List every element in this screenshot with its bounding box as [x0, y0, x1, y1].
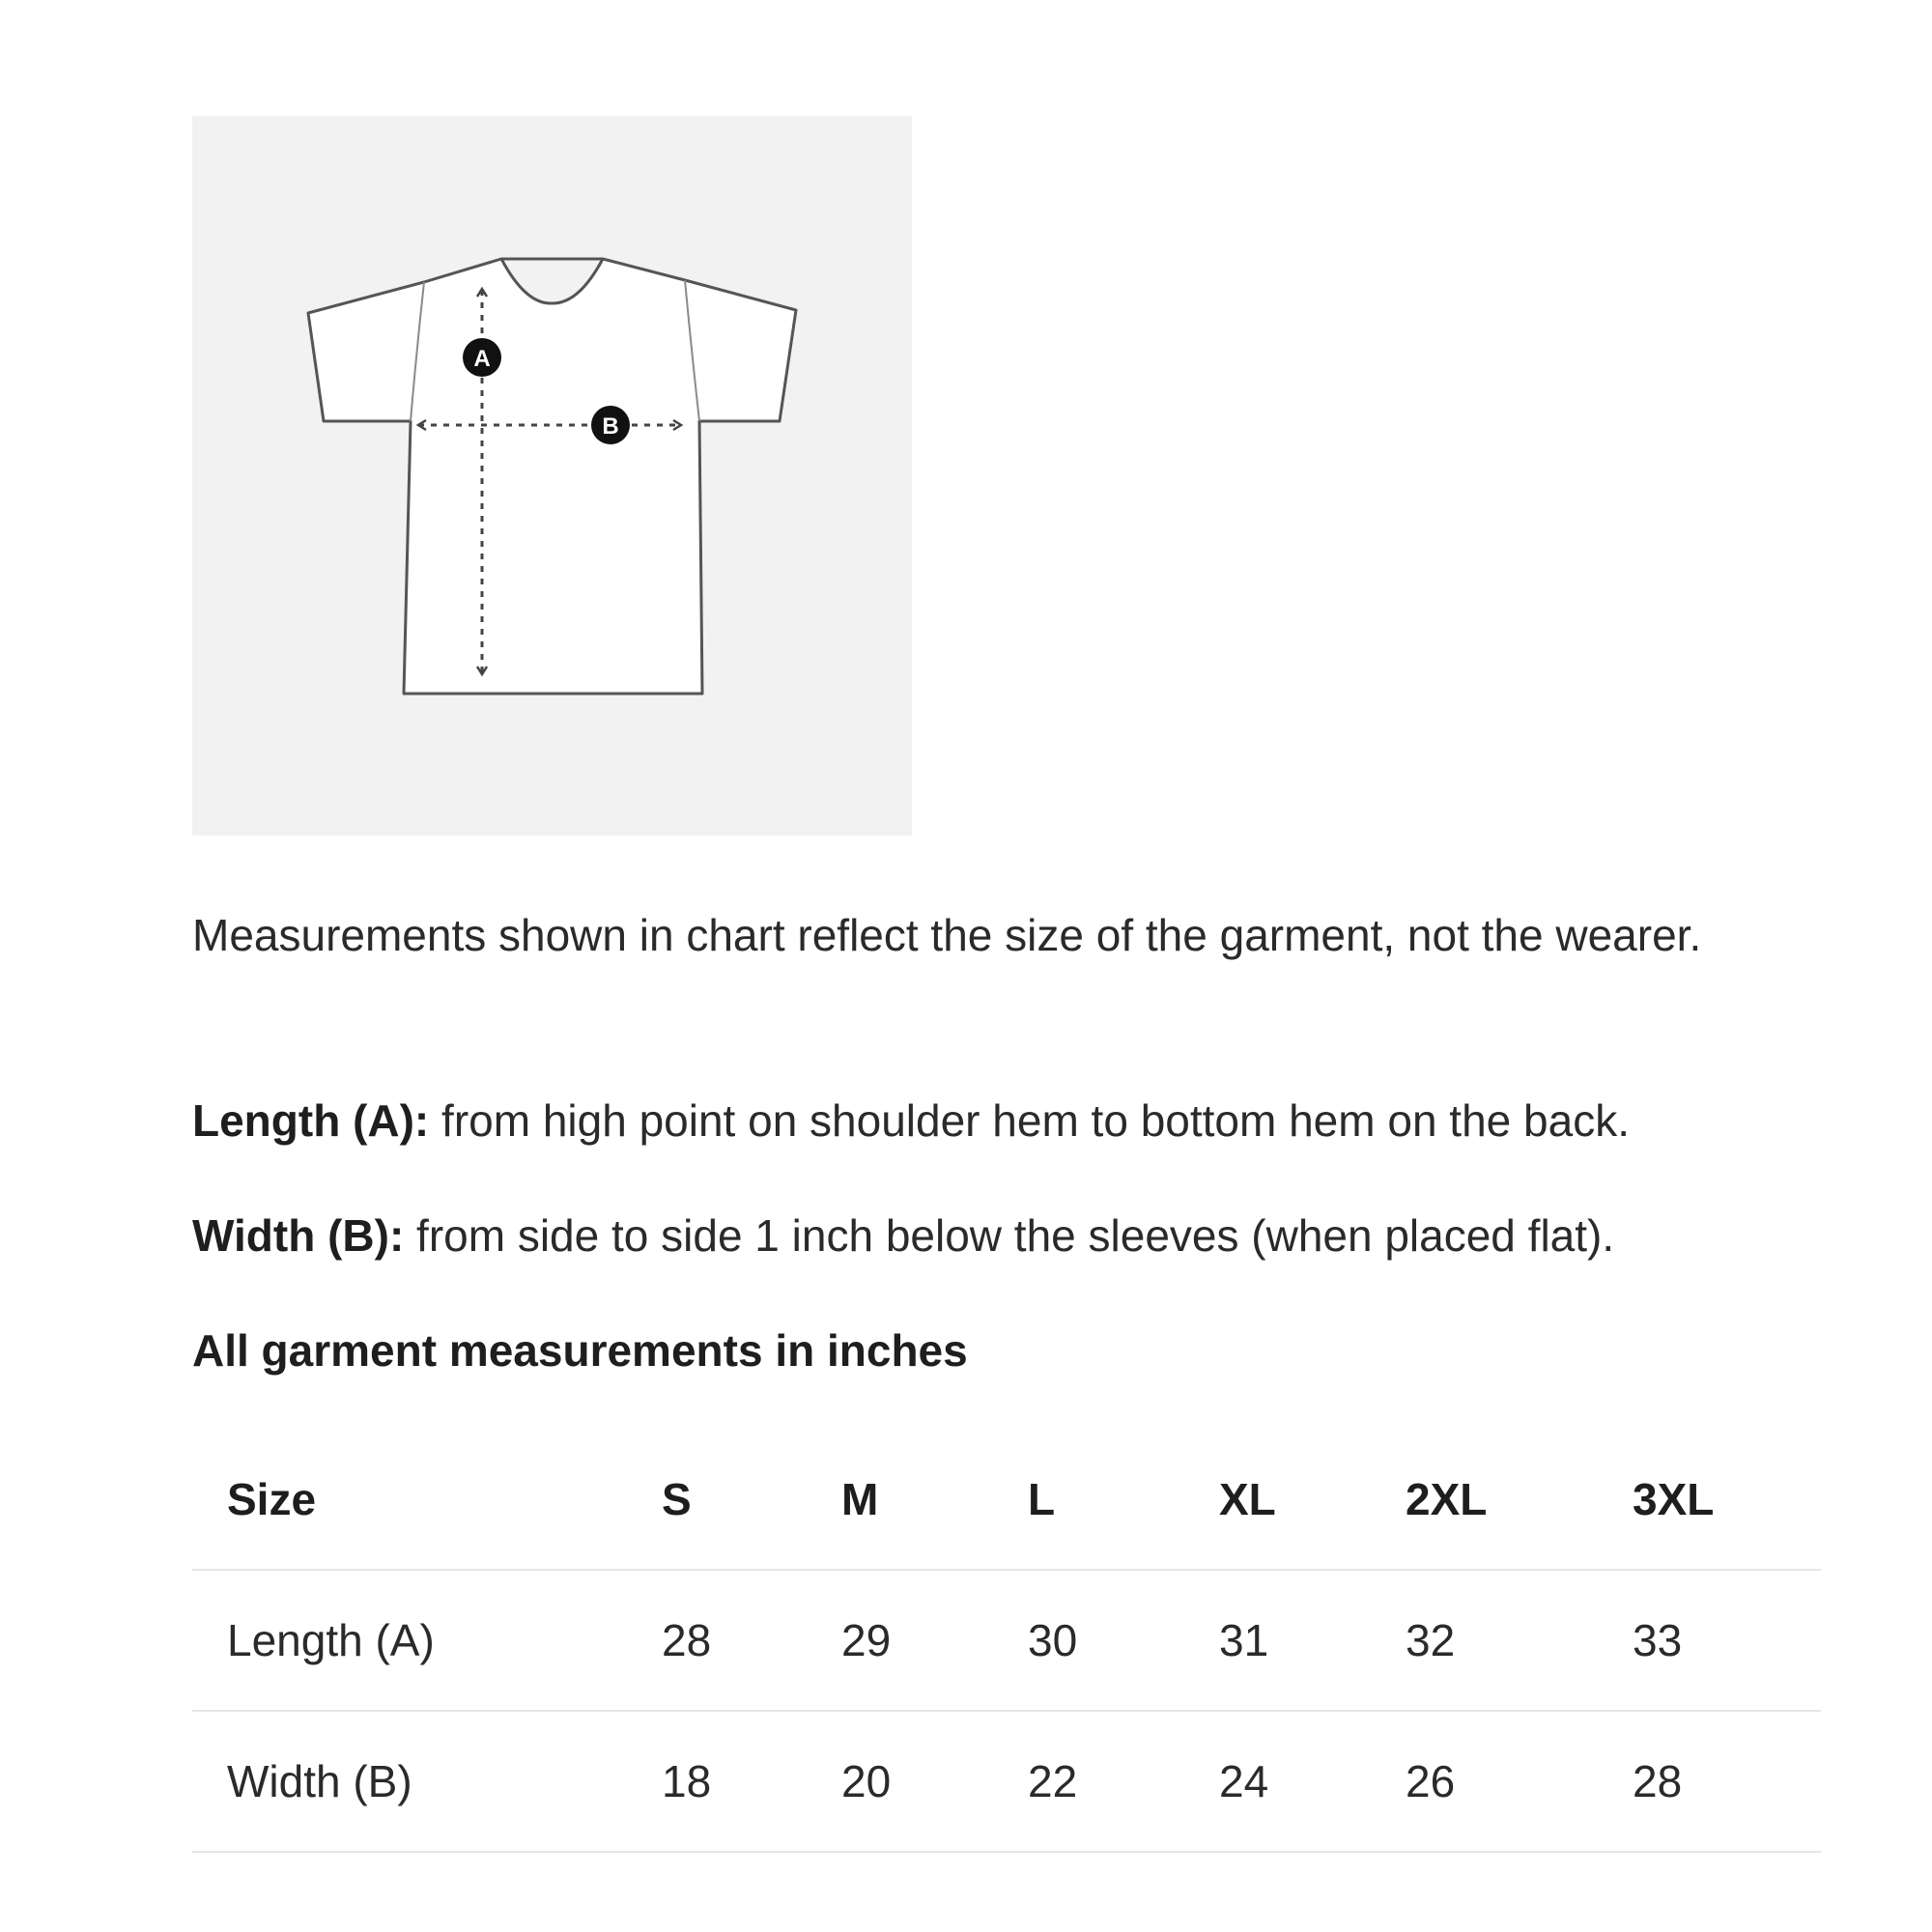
header-cell-3xl: 3XL [1633, 1430, 1821, 1570]
header-cell-xl: XL [1219, 1430, 1406, 1570]
width-note [192, 1201, 1834, 1270]
width-note-text: from side to side 1 inch below the sleeves (when placed flat). [404, 1210, 1615, 1261]
cell-length-xl: 31 [1219, 1570, 1406, 1711]
header-cell-s: S [662, 1430, 841, 1570]
cell-length-2xl: 32 [1406, 1570, 1633, 1711]
cell-width-s: 18 [662, 1711, 841, 1852]
cell-width-l: 22 [1028, 1711, 1219, 1852]
width-note-label: Width (B): [192, 1210, 405, 1261]
cell-width-m: 20 [841, 1711, 1028, 1852]
table-row-length [192, 1570, 1821, 1711]
cell-length-3xl: 33 [1633, 1570, 1821, 1711]
tshirt-measurement-diagram-icon [192, 116, 912, 836]
marker-b-label: B [602, 413, 619, 440]
cell-length-m: 29 [841, 1570, 1028, 1711]
row-label-length: Length (A) [192, 1570, 662, 1711]
table-header-row [192, 1430, 1821, 1570]
cell-width-3xl: 28 [1633, 1711, 1821, 1852]
length-note-label: Length (A): [192, 1095, 430, 1146]
header-cell-l: L [1028, 1430, 1219, 1570]
length-note [192, 1086, 1834, 1155]
marker-a-label: A [473, 346, 491, 372]
intro-note: Measurements shown in chart reflect the size of the garment, not the wearer. [192, 910, 1702, 960]
length-note-text: from high point on shoulder hem to bottom hem on the back. [429, 1095, 1630, 1146]
cell-width-xl: 24 [1219, 1711, 1406, 1852]
cell-length-l: 30 [1028, 1570, 1219, 1711]
size-chart-table [192, 1430, 1821, 1853]
row-label-width: Width (B) [192, 1711, 662, 1852]
table-row-width [192, 1711, 1821, 1852]
cell-length-s: 28 [662, 1570, 841, 1711]
cell-width-2xl: 26 [1406, 1711, 1633, 1852]
header-cell-2xl: 2XL [1406, 1430, 1633, 1570]
tshirt-diagram [192, 116, 912, 836]
header-cell-size: Size [192, 1430, 662, 1570]
header-cell-m: M [841, 1430, 1028, 1570]
unit-heading: All garment measurements in inches [192, 1325, 968, 1376]
tshirt-outline [308, 259, 796, 694]
